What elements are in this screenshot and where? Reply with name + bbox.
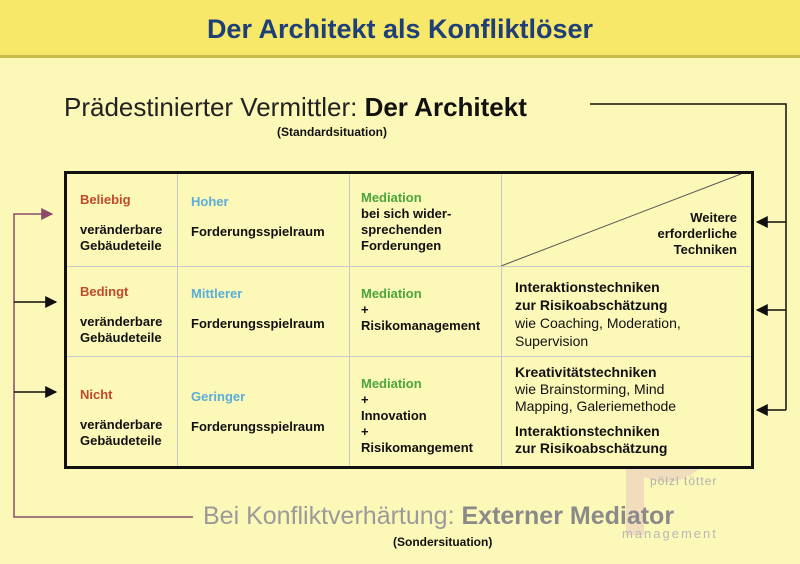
level-beliebig: Beliebig: [80, 192, 131, 207]
left-bracket-line: [14, 214, 193, 517]
mediation-desc-line: +: [361, 302, 369, 317]
watermark-name: pölzl tötter: [650, 474, 718, 488]
main-title-bold: Der Architekt: [364, 92, 527, 122]
technique-bold-line: zur Risikoabschätzung: [515, 440, 668, 456]
watermark-tagline: management: [622, 526, 718, 541]
technique-bold-line: Interaktionstechniken: [515, 279, 660, 295]
space-desc: Forderungsspielraum: [191, 224, 325, 239]
mediation-desc-line: Forderungen: [361, 238, 442, 253]
level-desc-line: Gebäudeteile: [80, 330, 162, 345]
techniques-header-line: Weitere: [690, 210, 737, 225]
techniques-header-line: Techniken: [673, 242, 737, 257]
level-desc-line: Gebäudeteile: [80, 433, 162, 448]
bottom-title-bold: Externer Mediator: [461, 502, 675, 530]
technique-bold-line: zur Risikoabschätzung: [515, 297, 668, 313]
mediation-label: Mediation: [361, 286, 422, 301]
level-desc-line: veränderbare: [80, 314, 163, 329]
space-desc: Forderungsspielraum: [191, 419, 325, 434]
technique-bold-line: Kreativitätstechniken: [515, 364, 657, 380]
technique-line: wie Coaching, Moderation,: [515, 315, 681, 331]
space-hoher: Hoher: [191, 194, 229, 209]
page-title: Der Architekt als Konfliktlöser: [206, 14, 594, 44]
special-situation-label: (Sondersituation): [393, 535, 493, 549]
level-desc-line: Gebäudeteile: [80, 238, 162, 253]
mediation-label: Mediation: [361, 376, 422, 391]
space-desc: Forderungsspielraum: [191, 316, 325, 331]
mediation-desc-line: bei sich wider-: [361, 206, 452, 221]
technique-line: Mapping, Galeriemethode: [515, 398, 677, 414]
level-bedingt: Bedingt: [80, 284, 129, 299]
mediation-desc-line: Risikomangement: [361, 440, 473, 455]
level-nicht: Nicht: [80, 387, 113, 402]
space-geringer: Geringer: [191, 389, 246, 404]
level-desc-line: veränderbare: [80, 222, 163, 237]
level-desc-line: veränderbare: [80, 417, 163, 432]
bottom-title: [203, 502, 674, 531]
technique-bold-line: Interaktionstechniken: [515, 423, 660, 439]
bottom-title-prefix: Bei Konfliktverhärtung:: [203, 502, 462, 530]
mediation-desc-line: Innovation: [361, 408, 427, 423]
standard-situation-label: (Standardsituation): [277, 125, 387, 139]
technique-line: wie Brainstorming, Mind: [515, 381, 665, 397]
mediation-desc-line: sprechenden: [361, 222, 442, 237]
right-bracket-line: [590, 104, 786, 410]
mediation-desc-line: +: [361, 392, 369, 407]
main-title-prefix: Prädestinierter Vermittler:: [64, 92, 365, 122]
space-mittlerer: Mittlerer: [191, 286, 243, 301]
mediation-label: Mediation: [361, 190, 422, 205]
technique-line: Supervision: [515, 333, 589, 349]
techniques-header-line: erforderliche: [657, 226, 737, 241]
mediation-desc-line: Risikomanagement: [361, 318, 481, 333]
mediation-desc-line: +: [361, 424, 369, 439]
